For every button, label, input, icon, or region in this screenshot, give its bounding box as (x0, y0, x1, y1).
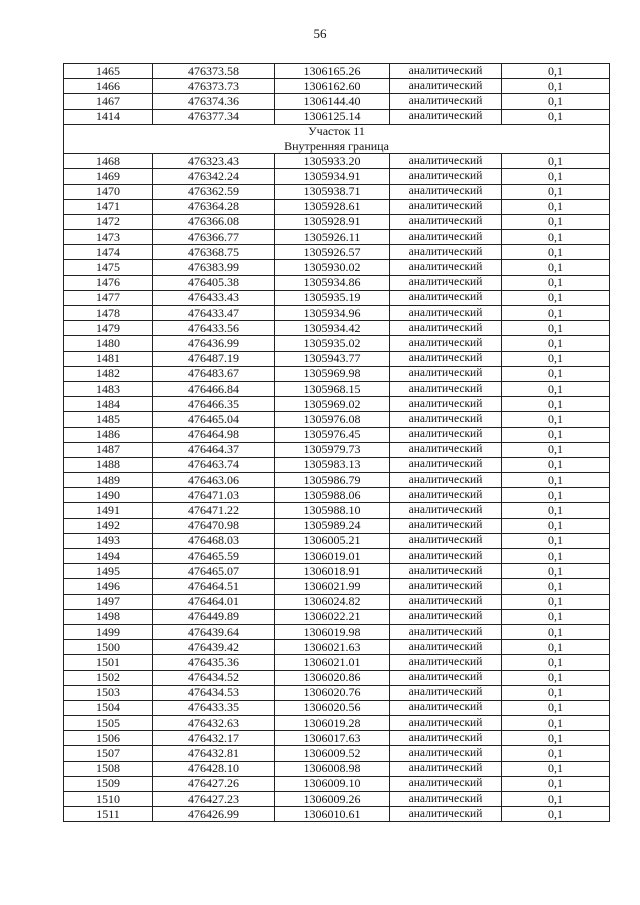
method-cell: аналитический (390, 336, 502, 351)
table-row (64, 640, 610, 655)
table-row (64, 442, 610, 457)
method-cell: аналитический (390, 214, 502, 229)
x-coordinate-cell: 476434.52 (153, 670, 275, 685)
method-cell: аналитический (390, 746, 502, 761)
point-number-cell: 1485 (64, 412, 153, 427)
x-coordinate-cell: 476470.98 (153, 518, 275, 533)
accuracy-cell: 0,1 (502, 94, 610, 109)
method-cell: аналитический (390, 64, 502, 79)
accuracy-cell: 0,1 (502, 109, 610, 124)
accuracy-cell: 0,1 (502, 321, 610, 336)
table-row (64, 564, 610, 579)
x-coordinate-cell: 476436.99 (153, 336, 275, 351)
point-number-cell: 1486 (64, 427, 153, 442)
table-row (64, 533, 610, 548)
point-number-cell: 1477 (64, 290, 153, 305)
table-row (64, 503, 610, 518)
method-cell: аналитический (390, 518, 502, 533)
table-row (64, 488, 610, 503)
method-cell: аналитический (390, 731, 502, 746)
method-cell: аналитический (390, 154, 502, 169)
accuracy-cell: 0,1 (502, 640, 610, 655)
method-cell: аналитический (390, 609, 502, 624)
x-coordinate-cell: 476433.56 (153, 321, 275, 336)
y-coordinate-cell: 1305976.08 (275, 412, 390, 427)
point-number-cell: 1511 (64, 807, 153, 822)
table-row (64, 321, 610, 336)
point-number-cell: 1488 (64, 457, 153, 472)
accuracy-cell: 0,1 (502, 154, 610, 169)
table-row (64, 716, 610, 731)
x-coordinate-cell: 476427.23 (153, 792, 275, 807)
y-coordinate-cell: 1305938.71 (275, 184, 390, 199)
y-coordinate-cell: 1306019.28 (275, 716, 390, 731)
x-coordinate-cell: 476468.03 (153, 533, 275, 548)
x-coordinate-cell: 476435.36 (153, 655, 275, 670)
method-cell: аналитический (390, 306, 502, 321)
method-cell: аналитический (390, 640, 502, 655)
y-coordinate-cell: 1305933.20 (275, 154, 390, 169)
table-row (64, 64, 610, 79)
x-coordinate-cell: 476464.98 (153, 427, 275, 442)
table-row (64, 655, 610, 670)
accuracy-cell: 0,1 (502, 214, 610, 229)
point-number-cell: 1491 (64, 503, 153, 518)
y-coordinate-cell: 1306009.26 (275, 792, 390, 807)
method-cell: аналитический (390, 533, 502, 548)
method-cell: аналитический (390, 624, 502, 639)
table-row (64, 700, 610, 715)
x-coordinate-cell: 476434.53 (153, 685, 275, 700)
x-coordinate-cell: 476426.99 (153, 807, 275, 822)
method-cell: аналитический (390, 260, 502, 275)
accuracy-cell: 0,1 (502, 351, 610, 366)
method-cell: аналитический (390, 716, 502, 731)
accuracy-cell: 0,1 (502, 549, 610, 564)
table-row (64, 427, 610, 442)
section-heading: Внутренняя граница (64, 139, 610, 154)
accuracy-cell: 0,1 (502, 169, 610, 184)
point-number-cell: 1480 (64, 336, 153, 351)
point-number-cell: 1467 (64, 94, 153, 109)
x-coordinate-cell: 476383.99 (153, 260, 275, 275)
point-number-cell: 1469 (64, 169, 153, 184)
point-number-cell: 1493 (64, 533, 153, 548)
method-cell: аналитический (390, 807, 502, 822)
point-number-cell: 1499 (64, 624, 153, 639)
section-heading-row (64, 124, 610, 139)
y-coordinate-cell: 1306005.21 (275, 533, 390, 548)
y-coordinate-cell: 1305989.24 (275, 518, 390, 533)
method-cell: аналитический (390, 503, 502, 518)
x-coordinate-cell: 476405.38 (153, 275, 275, 290)
x-coordinate-cell: 476439.64 (153, 624, 275, 639)
y-coordinate-cell: 1305983.13 (275, 457, 390, 472)
accuracy-cell: 0,1 (502, 594, 610, 609)
y-coordinate-cell: 1305988.10 (275, 503, 390, 518)
y-coordinate-cell: 1305934.86 (275, 275, 390, 290)
table-row (64, 761, 610, 776)
method-cell: аналитический (390, 230, 502, 245)
table-row (64, 685, 610, 700)
method-cell: аналитический (390, 366, 502, 381)
point-number-cell: 1465 (64, 64, 153, 79)
y-coordinate-cell: 1306022.21 (275, 609, 390, 624)
point-number-cell: 1496 (64, 579, 153, 594)
x-coordinate-cell: 476432.17 (153, 731, 275, 746)
accuracy-cell: 0,1 (502, 306, 610, 321)
accuracy-cell: 0,1 (502, 670, 610, 685)
table-row (64, 290, 610, 305)
table-row (64, 670, 610, 685)
section-heading-row (64, 139, 610, 154)
table-row (64, 109, 610, 124)
x-coordinate-cell: 476439.42 (153, 640, 275, 655)
x-coordinate-cell: 476471.03 (153, 488, 275, 503)
y-coordinate-cell: 1305930.02 (275, 260, 390, 275)
x-coordinate-cell: 476465.07 (153, 564, 275, 579)
table-row (64, 473, 610, 488)
accuracy-cell: 0,1 (502, 807, 610, 822)
x-coordinate-cell: 476377.34 (153, 109, 275, 124)
table-row (64, 199, 610, 214)
point-number-cell: 1475 (64, 260, 153, 275)
point-number-cell: 1500 (64, 640, 153, 655)
accuracy-cell: 0,1 (502, 731, 610, 746)
table-row (64, 154, 610, 169)
point-number-cell: 1482 (64, 366, 153, 381)
point-number-cell: 1509 (64, 776, 153, 791)
y-coordinate-cell: 1306018.91 (275, 564, 390, 579)
y-coordinate-cell: 1306021.01 (275, 655, 390, 670)
point-number-cell: 1495 (64, 564, 153, 579)
method-cell: аналитический (390, 594, 502, 609)
y-coordinate-cell: 1306021.63 (275, 640, 390, 655)
section-heading: Участок 11 (64, 124, 610, 139)
point-number-cell: 1468 (64, 154, 153, 169)
method-cell: аналитический (390, 700, 502, 715)
table-row (64, 624, 610, 639)
x-coordinate-cell: 476463.06 (153, 473, 275, 488)
point-number-cell: 1487 (64, 442, 153, 457)
method-cell: аналитический (390, 351, 502, 366)
accuracy-cell: 0,1 (502, 579, 610, 594)
accuracy-cell: 0,1 (502, 427, 610, 442)
accuracy-cell: 0,1 (502, 199, 610, 214)
point-number-cell: 1504 (64, 700, 153, 715)
table-row (64, 549, 610, 564)
method-cell: аналитический (390, 245, 502, 260)
x-coordinate-cell: 476466.35 (153, 397, 275, 412)
table-row (64, 169, 610, 184)
accuracy-cell: 0,1 (502, 336, 610, 351)
table-row (64, 518, 610, 533)
x-coordinate-cell: 476368.75 (153, 245, 275, 260)
method-cell: аналитический (390, 184, 502, 199)
point-number-cell: 1502 (64, 670, 153, 685)
y-coordinate-cell: 1306009.10 (275, 776, 390, 791)
y-coordinate-cell: 1305926.11 (275, 230, 390, 245)
y-coordinate-cell: 1306165.26 (275, 64, 390, 79)
accuracy-cell: 0,1 (502, 518, 610, 533)
point-number-cell: 1505 (64, 716, 153, 731)
accuracy-cell: 0,1 (502, 290, 610, 305)
y-coordinate-cell: 1306021.99 (275, 579, 390, 594)
accuracy-cell: 0,1 (502, 792, 610, 807)
y-coordinate-cell: 1305968.15 (275, 381, 390, 396)
table-row (64, 351, 610, 366)
method-cell: аналитический (390, 94, 502, 109)
x-coordinate-cell: 476373.73 (153, 79, 275, 94)
table-row (64, 336, 610, 351)
x-coordinate-cell: 476464.01 (153, 594, 275, 609)
y-coordinate-cell: 1305926.57 (275, 245, 390, 260)
point-number-cell: 1498 (64, 609, 153, 624)
method-cell: аналитический (390, 473, 502, 488)
y-coordinate-cell: 1306008.98 (275, 761, 390, 776)
x-coordinate-cell: 476464.37 (153, 442, 275, 457)
x-coordinate-cell: 476427.26 (153, 776, 275, 791)
point-number-cell: 1414 (64, 109, 153, 124)
x-coordinate-cell: 476366.08 (153, 214, 275, 229)
accuracy-cell: 0,1 (502, 609, 610, 624)
x-coordinate-cell: 476362.59 (153, 184, 275, 199)
method-cell: аналитический (390, 655, 502, 670)
method-cell: аналитический (390, 169, 502, 184)
table-row (64, 94, 610, 109)
y-coordinate-cell: 1305979.73 (275, 442, 390, 457)
x-coordinate-cell: 476433.43 (153, 290, 275, 305)
method-cell: аналитический (390, 442, 502, 457)
page-number: 56 (313, 26, 327, 41)
point-number-cell: 1510 (64, 792, 153, 807)
y-coordinate-cell: 1306017.63 (275, 731, 390, 746)
point-number-cell: 1473 (64, 230, 153, 245)
accuracy-cell: 0,1 (502, 230, 610, 245)
table-row (64, 184, 610, 199)
y-coordinate-cell: 1305928.61 (275, 199, 390, 214)
accuracy-cell: 0,1 (502, 655, 610, 670)
y-coordinate-cell: 1306162.60 (275, 79, 390, 94)
point-number-cell: 1478 (64, 306, 153, 321)
table-row (64, 609, 610, 624)
table-row (64, 594, 610, 609)
accuracy-cell: 0,1 (502, 245, 610, 260)
accuracy-cell: 0,1 (502, 761, 610, 776)
point-number-cell: 1483 (64, 381, 153, 396)
accuracy-cell: 0,1 (502, 503, 610, 518)
x-coordinate-cell: 476364.28 (153, 199, 275, 214)
table-row (64, 731, 610, 746)
x-coordinate-cell: 476366.77 (153, 230, 275, 245)
method-cell: аналитический (390, 579, 502, 594)
y-coordinate-cell: 1305988.06 (275, 488, 390, 503)
x-coordinate-cell: 476342.24 (153, 169, 275, 184)
method-cell: аналитический (390, 549, 502, 564)
x-coordinate-cell: 476433.47 (153, 306, 275, 321)
point-number-cell: 1484 (64, 397, 153, 412)
x-coordinate-cell: 476466.84 (153, 381, 275, 396)
table-row (64, 579, 610, 594)
method-cell: аналитический (390, 412, 502, 427)
point-number-cell: 1490 (64, 488, 153, 503)
accuracy-cell: 0,1 (502, 700, 610, 715)
x-coordinate-cell: 476373.58 (153, 64, 275, 79)
table-row (64, 776, 610, 791)
table-row (64, 746, 610, 761)
method-cell: аналитический (390, 488, 502, 503)
accuracy-cell: 0,1 (502, 366, 610, 381)
y-coordinate-cell: 1305969.02 (275, 397, 390, 412)
method-cell: аналитический (390, 457, 502, 472)
point-number-cell: 1479 (64, 321, 153, 336)
method-cell: аналитический (390, 321, 502, 336)
point-number-cell: 1501 (64, 655, 153, 670)
point-number-cell: 1476 (64, 275, 153, 290)
method-cell: аналитический (390, 199, 502, 214)
point-number-cell: 1481 (64, 351, 153, 366)
table-row (64, 230, 610, 245)
y-coordinate-cell: 1306019.98 (275, 624, 390, 639)
point-number-cell: 1472 (64, 214, 153, 229)
y-coordinate-cell: 1306024.82 (275, 594, 390, 609)
table-row (64, 792, 610, 807)
y-coordinate-cell: 1305986.79 (275, 473, 390, 488)
y-coordinate-cell: 1305935.19 (275, 290, 390, 305)
y-coordinate-cell: 1306020.76 (275, 685, 390, 700)
table-row (64, 381, 610, 396)
point-number-cell: 1503 (64, 685, 153, 700)
accuracy-cell: 0,1 (502, 381, 610, 396)
y-coordinate-cell: 1306125.14 (275, 109, 390, 124)
accuracy-cell: 0,1 (502, 64, 610, 79)
x-coordinate-cell: 476323.43 (153, 154, 275, 169)
y-coordinate-cell: 1306144.40 (275, 94, 390, 109)
x-coordinate-cell: 476428.10 (153, 761, 275, 776)
point-number-cell: 1470 (64, 184, 153, 199)
table-row (64, 366, 610, 381)
y-coordinate-cell: 1306020.86 (275, 670, 390, 685)
point-number-cell: 1497 (64, 594, 153, 609)
point-number-cell: 1506 (64, 731, 153, 746)
x-coordinate-cell: 476449.89 (153, 609, 275, 624)
y-coordinate-cell: 1305943.77 (275, 351, 390, 366)
accuracy-cell: 0,1 (502, 79, 610, 94)
method-cell: аналитический (390, 397, 502, 412)
x-coordinate-cell: 476465.59 (153, 549, 275, 564)
x-coordinate-cell: 476433.35 (153, 700, 275, 715)
y-coordinate-cell: 1306020.56 (275, 700, 390, 715)
x-coordinate-cell: 476465.04 (153, 412, 275, 427)
point-number-cell: 1508 (64, 761, 153, 776)
table-row (64, 397, 610, 412)
x-coordinate-cell: 476463.74 (153, 457, 275, 472)
accuracy-cell: 0,1 (502, 488, 610, 503)
point-number-cell: 1466 (64, 79, 153, 94)
method-cell: аналитический (390, 564, 502, 579)
method-cell: аналитический (390, 427, 502, 442)
y-coordinate-cell: 1305969.98 (275, 366, 390, 381)
coordinates-table (63, 63, 610, 822)
accuracy-cell: 0,1 (502, 473, 610, 488)
table-row (64, 275, 610, 290)
point-number-cell: 1507 (64, 746, 153, 761)
accuracy-cell: 0,1 (502, 533, 610, 548)
table-row (64, 260, 610, 275)
y-coordinate-cell: 1305934.96 (275, 306, 390, 321)
accuracy-cell: 0,1 (502, 776, 610, 791)
method-cell: аналитический (390, 79, 502, 94)
point-number-cell: 1492 (64, 518, 153, 533)
method-cell: аналитический (390, 792, 502, 807)
y-coordinate-cell: 1305934.91 (275, 169, 390, 184)
x-coordinate-cell: 476432.63 (153, 716, 275, 731)
coordinates-table-body (64, 64, 610, 822)
method-cell: аналитический (390, 761, 502, 776)
point-number-cell: 1494 (64, 549, 153, 564)
y-coordinate-cell: 1306010.61 (275, 807, 390, 822)
method-cell: аналитический (390, 670, 502, 685)
accuracy-cell: 0,1 (502, 184, 610, 199)
accuracy-cell: 0,1 (502, 685, 610, 700)
accuracy-cell: 0,1 (502, 260, 610, 275)
accuracy-cell: 0,1 (502, 564, 610, 579)
accuracy-cell: 0,1 (502, 442, 610, 457)
y-coordinate-cell: 1305934.42 (275, 321, 390, 336)
table-row (64, 412, 610, 427)
point-number-cell: 1489 (64, 473, 153, 488)
accuracy-cell: 0,1 (502, 457, 610, 472)
method-cell: аналитический (390, 381, 502, 396)
table-row (64, 306, 610, 321)
method-cell: аналитический (390, 685, 502, 700)
point-number-cell: 1474 (64, 245, 153, 260)
x-coordinate-cell: 476432.81 (153, 746, 275, 761)
table-row (64, 245, 610, 260)
y-coordinate-cell: 1306019.01 (275, 549, 390, 564)
y-coordinate-cell: 1306009.52 (275, 746, 390, 761)
y-coordinate-cell: 1305976.45 (275, 427, 390, 442)
method-cell: аналитический (390, 290, 502, 305)
point-number-cell: 1471 (64, 199, 153, 214)
method-cell: аналитический (390, 776, 502, 791)
accuracy-cell: 0,1 (502, 275, 610, 290)
x-coordinate-cell: 476487.19 (153, 351, 275, 366)
table-row (64, 457, 610, 472)
accuracy-cell: 0,1 (502, 412, 610, 427)
y-coordinate-cell: 1305935.02 (275, 336, 390, 351)
method-cell: аналитический (390, 109, 502, 124)
y-coordinate-cell: 1305928.91 (275, 214, 390, 229)
x-coordinate-cell: 476471.22 (153, 503, 275, 518)
method-cell: аналитический (390, 275, 502, 290)
accuracy-cell: 0,1 (502, 624, 610, 639)
accuracy-cell: 0,1 (502, 397, 610, 412)
table-row (64, 807, 610, 822)
accuracy-cell: 0,1 (502, 716, 610, 731)
x-coordinate-cell: 476374.36 (153, 94, 275, 109)
x-coordinate-cell: 476464.51 (153, 579, 275, 594)
x-coordinate-cell: 476483.67 (153, 366, 275, 381)
table-row (64, 214, 610, 229)
table-row (64, 79, 610, 94)
accuracy-cell: 0,1 (502, 746, 610, 761)
